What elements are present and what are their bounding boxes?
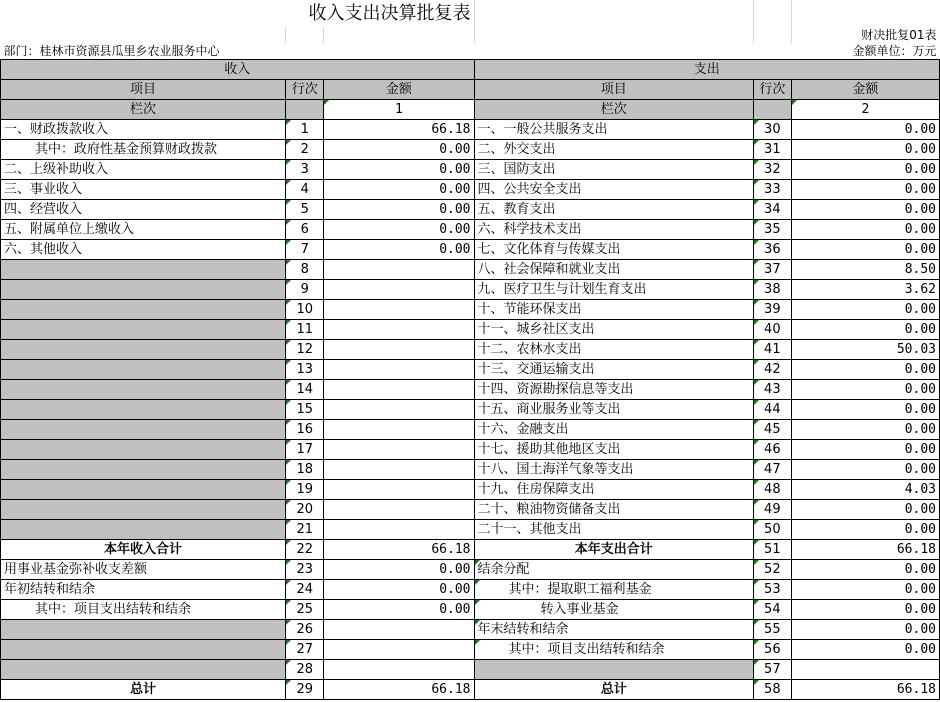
expense-item-cell: 四、公共安全支出 <box>474 180 753 200</box>
expense-row-cell: 33 <box>753 180 791 200</box>
table-row <box>1 140 940 160</box>
expense-amount-cell: 66.18 <box>791 540 939 560</box>
income-item-cell: 六、其他收入 <box>1 240 286 260</box>
income-item-cell: 二、上级补助收入 <box>1 160 286 180</box>
income-row-cell: 20 <box>286 500 324 520</box>
income-item-header: 项目 <box>1 80 286 100</box>
table-row <box>1 620 940 640</box>
income-item-cell <box>1 400 286 420</box>
expense-row-cell: 57 <box>753 660 791 680</box>
table-row <box>1 460 940 480</box>
title-text: 收入支出决算批复表 <box>308 3 471 24</box>
income-amount-cell: 0.00 <box>324 220 474 240</box>
income-amount-cell <box>324 520 474 540</box>
expense-amount-cell: 0.00 <box>791 560 939 580</box>
income-amount-cell: 0.00 <box>324 160 474 180</box>
income-row-cell: 27 <box>286 640 324 660</box>
income-amount-cell: 0.00 <box>324 560 474 580</box>
income-amount-cell <box>324 460 474 480</box>
income-amount-cell: 66.18 <box>324 680 474 700</box>
income-row-cell: 25 <box>286 600 324 620</box>
expense-row-cell: 51 <box>753 540 791 560</box>
table-row <box>1 420 940 440</box>
income-item-cell <box>1 380 286 400</box>
page-title <box>1 0 475 27</box>
income-item-cell: 其中：项目支出结转和结余 <box>1 600 286 620</box>
expense-row-cell: 32 <box>753 160 791 180</box>
income-item-cell <box>1 300 286 320</box>
expense-item-cell: 十一、城乡社区支出 <box>474 320 753 340</box>
expense-amount-cell: 4.03 <box>791 480 939 500</box>
expense-amount-cell: 0.00 <box>791 600 939 620</box>
income-item-cell: 用事业基金弥补收支差额 <box>1 560 286 580</box>
table-row <box>1 500 940 520</box>
expense-item-cell: 十二、农林水支出 <box>474 340 753 360</box>
department-label: 部门：桂林市资源县瓜里乡农业服务中心 <box>3 44 220 58</box>
table-row <box>1 240 940 260</box>
expense-item-cell: 结余分配 <box>474 560 753 580</box>
table-row <box>1 540 940 560</box>
income-item-cell <box>1 340 286 360</box>
income-item-cell <box>1 360 286 380</box>
income-item-cell <box>1 640 286 660</box>
expense-row-cell: 45 <box>753 420 791 440</box>
expense-amount-cell: 0.00 <box>791 120 939 140</box>
income-item-cell: 本年收入合计 <box>1 540 286 560</box>
income-amount-cell <box>324 280 474 300</box>
income-row-cell: 14 <box>286 380 324 400</box>
income-row-cell: 21 <box>286 520 324 540</box>
expense-amount-cell: 0.00 <box>791 240 939 260</box>
expense-row-cell: 38 <box>753 280 791 300</box>
income-item-cell: 五、附属单位上缴收入 <box>1 220 286 240</box>
expense-row-cell: 40 <box>753 320 791 340</box>
income-row-cell: 29 <box>286 680 324 700</box>
income-amount-cell <box>324 500 474 520</box>
expense-row-cell: 35 <box>753 220 791 240</box>
table-row <box>1 200 940 220</box>
income-amount-cell <box>324 260 474 280</box>
table-row <box>1 440 940 460</box>
expense-item-cell: 十三、交通运输支出 <box>474 360 753 380</box>
table-row <box>1 340 940 360</box>
expense-item-cell: 十七、援助其他地区支出 <box>474 440 753 460</box>
expense-amount-cell: 0.00 <box>791 320 939 340</box>
expense-amount-cell: 0.00 <box>791 220 939 240</box>
income-amount-cell: 0.00 <box>324 180 474 200</box>
income-row-cell: 22 <box>286 540 324 560</box>
table-row <box>1 680 940 700</box>
table-row <box>1 180 940 200</box>
expense-item-cell: 六、科学技术支出 <box>474 220 753 240</box>
expense-amount-cell: 0.00 <box>791 620 939 640</box>
expense-item-header: 项目 <box>474 80 753 100</box>
expense-item-cell: 十八、国土海洋气象等支出 <box>474 460 753 480</box>
expense-amount-cell: 50.03 <box>791 340 939 360</box>
expense-item-cell: 其中：提取职工福利基金 <box>474 580 753 600</box>
expense-amount-cell: 0.00 <box>791 360 939 380</box>
income-amount-cell: 66.18 <box>324 540 474 560</box>
expense-row-cell: 55 <box>753 620 791 640</box>
income-item-cell <box>1 660 286 680</box>
expense-amount-cell: 0.00 <box>791 580 939 600</box>
income-amount-cell: 0.00 <box>324 240 474 260</box>
expense-item-cell: 七、文化体育与传媒支出 <box>474 240 753 260</box>
income-item-cell <box>1 280 286 300</box>
income-amount-cell <box>324 360 474 380</box>
income-row-cell: 2 <box>286 140 324 160</box>
expense-row-cell: 30 <box>753 120 791 140</box>
income-row-cell: 13 <box>286 360 324 380</box>
income-row-cell: 18 <box>286 460 324 480</box>
income-amount-cell <box>324 640 474 660</box>
income-row-cell: 17 <box>286 440 324 460</box>
expense-item-cell: 二、外交支出 <box>474 140 753 160</box>
income-item-cell <box>1 520 286 540</box>
income-item-cell <box>1 440 286 460</box>
income-item-cell: 总计 <box>1 680 286 700</box>
expense-amount-cell: 0.00 <box>791 640 939 660</box>
income-amount-cell <box>324 400 474 420</box>
income-item-cell <box>1 320 286 340</box>
expense-item-cell: 八、社会保障和就业支出 <box>474 260 753 280</box>
income-item-cell: 三、事业收入 <box>1 180 286 200</box>
income-amount-cell <box>324 420 474 440</box>
income-amount-cell: 66.18 <box>324 120 474 140</box>
income-row-cell: 9 <box>286 280 324 300</box>
expense-row-cell: 50 <box>753 520 791 540</box>
income-item-cell <box>1 480 286 500</box>
income-row-cell: 7 <box>286 240 324 260</box>
income-amount-cell <box>324 660 474 680</box>
expense-amount-cell: 0.00 <box>791 440 939 460</box>
table-row <box>1 260 940 280</box>
expense-item-cell: 总计 <box>474 680 753 700</box>
expense-row-cell: 39 <box>753 300 791 320</box>
income-item-cell <box>1 420 286 440</box>
table-row <box>1 640 940 660</box>
expense-row-cell: 34 <box>753 200 791 220</box>
income-amount-header: 金额 <box>324 80 474 100</box>
expense-row-cell: 49 <box>753 500 791 520</box>
unit-label: 金额单位：万元 <box>852 44 937 58</box>
table-row <box>1 220 940 240</box>
expense-item-cell: 十四、资源勘探信息等支出 <box>474 380 753 400</box>
expense-amount-cell: 0.00 <box>791 200 939 220</box>
income-item-cell <box>1 500 286 520</box>
expense-item-cell: 九、医疗卫生与计划生育支出 <box>474 280 753 300</box>
table-row <box>1 300 940 320</box>
expense-amount-cell: 3.62 <box>791 280 939 300</box>
expense-section-header: 支出 <box>474 60 940 80</box>
expense-amount-cell: 0.00 <box>791 520 939 540</box>
income-row-cell: 1 <box>286 120 324 140</box>
expense-item-cell: 五、教育支出 <box>474 200 753 220</box>
expense-item-cell: 其中：项目支出结转和结余 <box>474 640 753 660</box>
expense-row-cell: 42 <box>753 360 791 380</box>
expense-row-cell: 44 <box>753 400 791 420</box>
table-row <box>1 660 940 680</box>
income-row-cell: 4 <box>286 180 324 200</box>
expense-row-cell: 58 <box>753 680 791 700</box>
income-row-cell: 24 <box>286 580 324 600</box>
income-amount-cell <box>324 340 474 360</box>
table-row <box>1 120 940 140</box>
expense-item-cell: 年末结转和结余 <box>474 620 753 640</box>
expense-item-cell: 转入事业基金 <box>474 600 753 620</box>
income-item-cell: 一、财政拨款收入 <box>1 120 286 140</box>
expense-row-cell: 52 <box>753 560 791 580</box>
income-row-cell: 6 <box>286 220 324 240</box>
income-item-cell <box>1 620 286 640</box>
expense-column-number: 2 <box>791 100 939 120</box>
table-row <box>1 360 940 380</box>
expense-item-cell: 三、国防支出 <box>474 160 753 180</box>
expense-item-cell: 十五、商业服务业等支出 <box>474 400 753 420</box>
income-row-cell: 15 <box>286 400 324 420</box>
expense-amount-cell: 0.00 <box>791 140 939 160</box>
expense-row-cell: 53 <box>753 580 791 600</box>
income-amount-cell: 0.00 <box>324 600 474 620</box>
income-row-cell: 12 <box>286 340 324 360</box>
expense-item-cell: 一、一般公共服务支出 <box>474 120 753 140</box>
table-row <box>1 520 940 540</box>
table-row <box>1 380 940 400</box>
income-row-cell: 3 <box>286 160 324 180</box>
income-row-cell: 8 <box>286 260 324 280</box>
income-section-header: 收入 <box>1 60 475 80</box>
expense-amount-cell: 0.00 <box>791 300 939 320</box>
income-row-header: 行次 <box>286 80 324 100</box>
income-item-cell <box>1 460 286 480</box>
expense-row-cell: 37 <box>753 260 791 280</box>
expense-row-cell: 41 <box>753 340 791 360</box>
expense-row-cell: 54 <box>753 600 791 620</box>
expense-row-cell: 43 <box>753 380 791 400</box>
expense-row-cell: 31 <box>753 140 791 160</box>
table-row <box>1 480 940 500</box>
expense-amount-cell: 0.00 <box>791 160 939 180</box>
table-row <box>1 580 940 600</box>
income-item-cell: 其中：政府性基金预算财政拨款 <box>1 140 286 160</box>
expense-item-cell: 本年支出合计 <box>474 540 753 560</box>
income-item-cell: 年初结转和结余 <box>1 580 286 600</box>
income-item-cell <box>1 260 286 280</box>
income-row-cell: 28 <box>286 660 324 680</box>
expense-item-cell: 十、节能环保支出 <box>474 300 753 320</box>
expense-amount-header: 金额 <box>791 80 939 100</box>
income-column-number: 1 <box>324 100 474 120</box>
table-row <box>1 320 940 340</box>
expense-row-cell: 36 <box>753 240 791 260</box>
income-amount-cell <box>324 620 474 640</box>
expense-amount-cell: 0.00 <box>791 380 939 400</box>
expense-item-cell: 二十、粮油物资储备支出 <box>474 500 753 520</box>
table-row <box>1 600 940 620</box>
expense-item-cell <box>474 660 753 680</box>
income-amount-cell <box>324 320 474 340</box>
income-amount-cell <box>324 480 474 500</box>
income-item-cell: 四、经营收入 <box>1 200 286 220</box>
expense-row-header: 行次 <box>753 80 791 100</box>
income-row-cell: 10 <box>286 300 324 320</box>
income-column-label: 栏次 <box>1 100 286 120</box>
income-amount-cell <box>324 300 474 320</box>
income-row-cell: 11 <box>286 320 324 340</box>
income-row-cell: 26 <box>286 620 324 640</box>
expense-row-cell: 47 <box>753 460 791 480</box>
income-row-cell: 16 <box>286 420 324 440</box>
form-code: 财决批复01表 <box>861 28 937 42</box>
income-amount-cell: 0.00 <box>324 580 474 600</box>
expense-amount-cell: 66.18 <box>791 680 939 700</box>
expense-amount-cell: 0.00 <box>791 420 939 440</box>
expense-item-cell: 二十一、其他支出 <box>474 520 753 540</box>
table-row <box>1 160 940 180</box>
expense-amount-cell <box>791 660 939 680</box>
expense-item-cell: 十九、住房保障支出 <box>474 480 753 500</box>
expense-row-cell: 46 <box>753 440 791 460</box>
income-amount-cell <box>324 380 474 400</box>
expense-amount-cell: 8.50 <box>791 260 939 280</box>
income-amount-cell <box>324 440 474 460</box>
income-row-cell: 23 <box>286 560 324 580</box>
expense-amount-cell: 0.00 <box>791 180 939 200</box>
expense-row-cell: 56 <box>753 640 791 660</box>
expense-amount-cell: 0.00 <box>791 400 939 420</box>
expense-amount-cell: 0.00 <box>791 500 939 520</box>
table-row <box>1 280 940 300</box>
expense-item-cell: 十六、金融支出 <box>474 420 753 440</box>
table-row <box>1 560 940 580</box>
table-row <box>1 400 940 420</box>
income-amount-cell: 0.00 <box>324 200 474 220</box>
expense-row-cell: 48 <box>753 480 791 500</box>
income-row-cell: 19 <box>286 480 324 500</box>
income-row-cell: 5 <box>286 200 324 220</box>
expense-column-label: 栏次 <box>474 100 753 120</box>
expense-amount-cell: 0.00 <box>791 460 939 480</box>
income-amount-cell: 0.00 <box>324 140 474 160</box>
